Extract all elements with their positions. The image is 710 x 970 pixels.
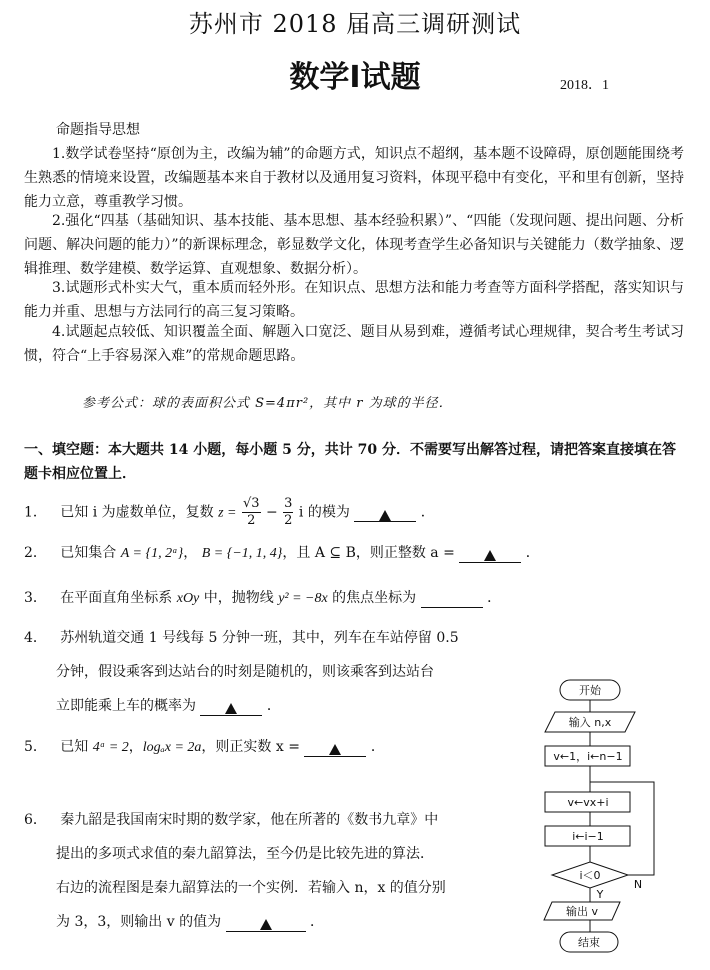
flowchart [520, 670, 670, 960]
question-4: 4． 苏州轨道交通 1 号线每 5 分钟一班，其中，列车在车站停留 0.5 [24, 630, 459, 646]
flow-output-label: 输出 v [565, 905, 599, 918]
question-number: 4． [24, 630, 47, 646]
triangle-icon [379, 510, 391, 521]
flow-input-label: 输入 n,x [568, 716, 612, 729]
flow-init-label: v←1，i←n−1 [553, 750, 623, 763]
flow-yes-label: Y [596, 888, 604, 901]
question-number: 1． [24, 504, 47, 521]
flow-condition-label: i＜0 [579, 869, 601, 882]
question-5: 5． 已知 4ᵃ = 2，logₐx = 2a，则正实数 x = ． [24, 739, 385, 755]
question-3: 3． 在平面直角坐标系 xOy 中，抛物线 y² = −8x 的焦点坐标为 ． [24, 590, 502, 606]
question-number: 3． [24, 590, 47, 606]
answer-blank [226, 913, 306, 932]
flow-no-label: N [633, 878, 643, 891]
triangle-icon [225, 703, 237, 714]
flow-decrement-label: i←i−1 [572, 830, 604, 843]
answer-blank [421, 589, 483, 608]
flow-update-label: v←vx+i [567, 796, 609, 809]
flow-end-label: 结束 [578, 936, 600, 949]
section-heading: 一、填空题：本大题共 14 小题，每小题 5 分，共计 70 分．不需要写出解答过程，请把答案直接填在答题卡相应位置上． [24, 442, 676, 482]
question-2: 2． 已知集合 A = {1, 2ᵃ}， B = {−1, 1, 4}，且 A ⊆ B，则正整数 a = ． [24, 545, 540, 561]
triangle-icon [260, 919, 272, 930]
question-6: 6． 秦九韶是我国南宋时期的数学家，他在所著的《数书九章》中 [24, 812, 439, 828]
answer-blank [304, 738, 366, 757]
fraction: $\frac{√3}{2}$ [242, 496, 260, 528]
reference-formula: 参考公式：球的表面积公式 S=4πr²，其中 r 为球的半径． [82, 396, 453, 411]
answer-blank [200, 697, 262, 716]
paper-title: 数学Ⅰ试题 [289, 60, 421, 95]
exam-date: 2018．1 [560, 78, 609, 93]
flow-start-label: 开始 [579, 684, 601, 697]
guide-point-1: 1.数学试卷坚持“原创为主，改编为辅”的命题方式，知识点不超纲，基本题不设障碍，原创题能围绕考生熟悉的情境来设置，改编题基本来自于教材以及通用复习资料，体现平稳中有变化，平和里有创新，坚持能力立意，尊重教学习惯。 [24, 146, 684, 210]
guide-point-2: 2.强化“四基（基础知识、基本技能、基本思想、基本经验积累）”、“四能（发现问题、提出问题、分析问题、解决问题的能力）”的新课标理念，彰显数学文化，体现考查学生必备知识与关键能力（数学抽象、逻辑推理、数学建模、数学运算、直观想象、数据分析）。 [24, 213, 684, 277]
question-number: 6． [24, 812, 47, 828]
answer-blank [459, 544, 521, 563]
fraction: $\frac{3}{2}$ [284, 496, 293, 528]
question-1: 1． 已知 i 为虚数单位，复数 z = $\frac{√3}{2}$ − $\frac{3}{2}$ i 的模为 ． [24, 496, 435, 528]
guide-point-3: 3.试题形式朴实大气，重本质而轻外形。在知识点、思想方法和能力考查等方面科学搭配，落实知识与能力并重、思想与方法同行的高三复习策略。 [24, 280, 684, 320]
answer-blank [354, 503, 416, 522]
guide-point-4: 4.试题起点较低、知识覆盖全面、解题入口宽泛、题目从易到难，遵循考试心理规律，契合考生考试习惯，符合“上手容易深入难”的常规命题思路。 [24, 324, 684, 364]
guide-heading: 命题指导思想 [56, 122, 140, 138]
question-number: 2． [24, 545, 47, 561]
triangle-icon [329, 744, 341, 755]
question-number: 5． [24, 739, 47, 755]
triangle-icon [484, 550, 496, 561]
exam-title: 苏州市 2018 届高三调研测试 [188, 10, 522, 38]
